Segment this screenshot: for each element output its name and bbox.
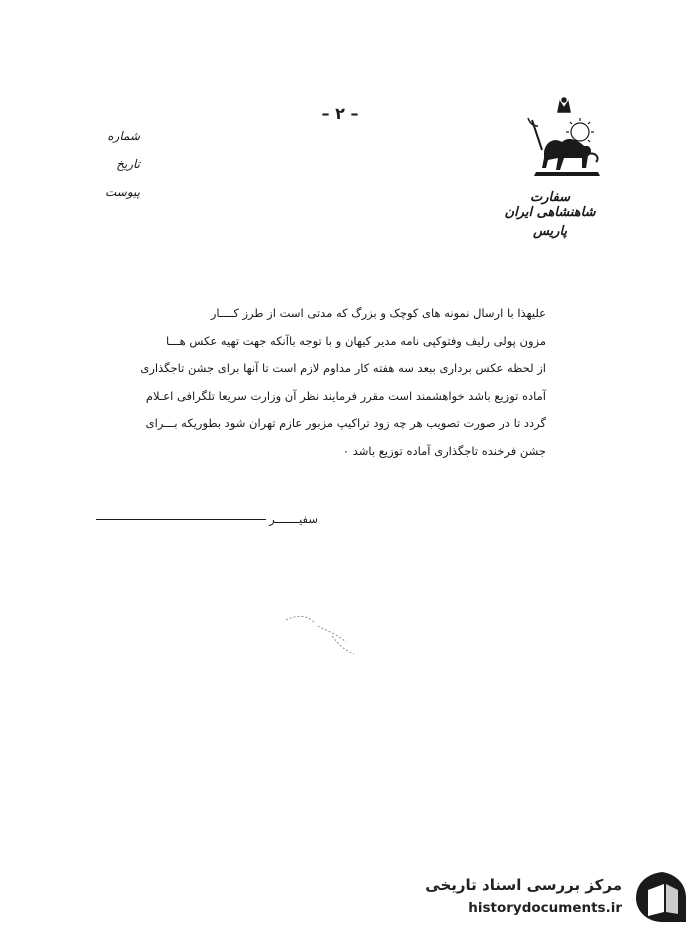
body-line: آماده توزیع باشد خواهشمند است مقرر فرمایند نظر آن وزارت سریعا تلگرافی اعـلام bbox=[145, 388, 546, 403]
watermark-title: مرکز بررسی اسناد تاریخی bbox=[425, 876, 622, 894]
watermark-url: historydocuments.ir bbox=[468, 900, 622, 916]
archive-logo-icon bbox=[634, 870, 690, 924]
body-line: گردد تا در صورت تصویب هر چه زود تراکیپ مزبور عازم تهران شود بطوریکه بـــرای bbox=[145, 416, 546, 430]
signature-line bbox=[96, 519, 266, 520]
number-label: شماره bbox=[107, 129, 140, 143]
archive-watermark bbox=[404, 870, 690, 924]
body-line: جشن فرخنده تاجگذاری آماده توزیع باشد ٠ bbox=[342, 443, 546, 458]
page-number: – ۲ – bbox=[321, 104, 359, 123]
attachment-label: پیوست bbox=[105, 185, 140, 199]
body-line: مزون پولی رلیف وفتوکپی نامه مدیر کیهان و با توجه باآنکه جهت تهیه عکس هـــا bbox=[166, 333, 546, 348]
embassy-city: پاریس bbox=[532, 224, 568, 239]
body-line: علیهذا با ارسال نمونه های کوچک و بزرگ که مدتی است از طرز کــــار bbox=[210, 306, 546, 320]
handwritten-mark bbox=[284, 606, 364, 658]
lion-and-sun-emblem-icon bbox=[522, 96, 606, 182]
signature-block bbox=[106, 512, 318, 526]
signature-label: سفیـــــــر bbox=[269, 512, 318, 526]
date-label: تاریخ bbox=[116, 157, 140, 171]
body-line: از لحظه عکس برداری ببعد سه هفته کار مداوم لازم است تا آنها برای جشن تاجگذاری bbox=[140, 361, 546, 375]
embassy-name: سفارت شاهنشاهی ایران bbox=[504, 190, 596, 220]
letter-meta-labels bbox=[80, 122, 140, 206]
letter-body bbox=[74, 300, 546, 465]
